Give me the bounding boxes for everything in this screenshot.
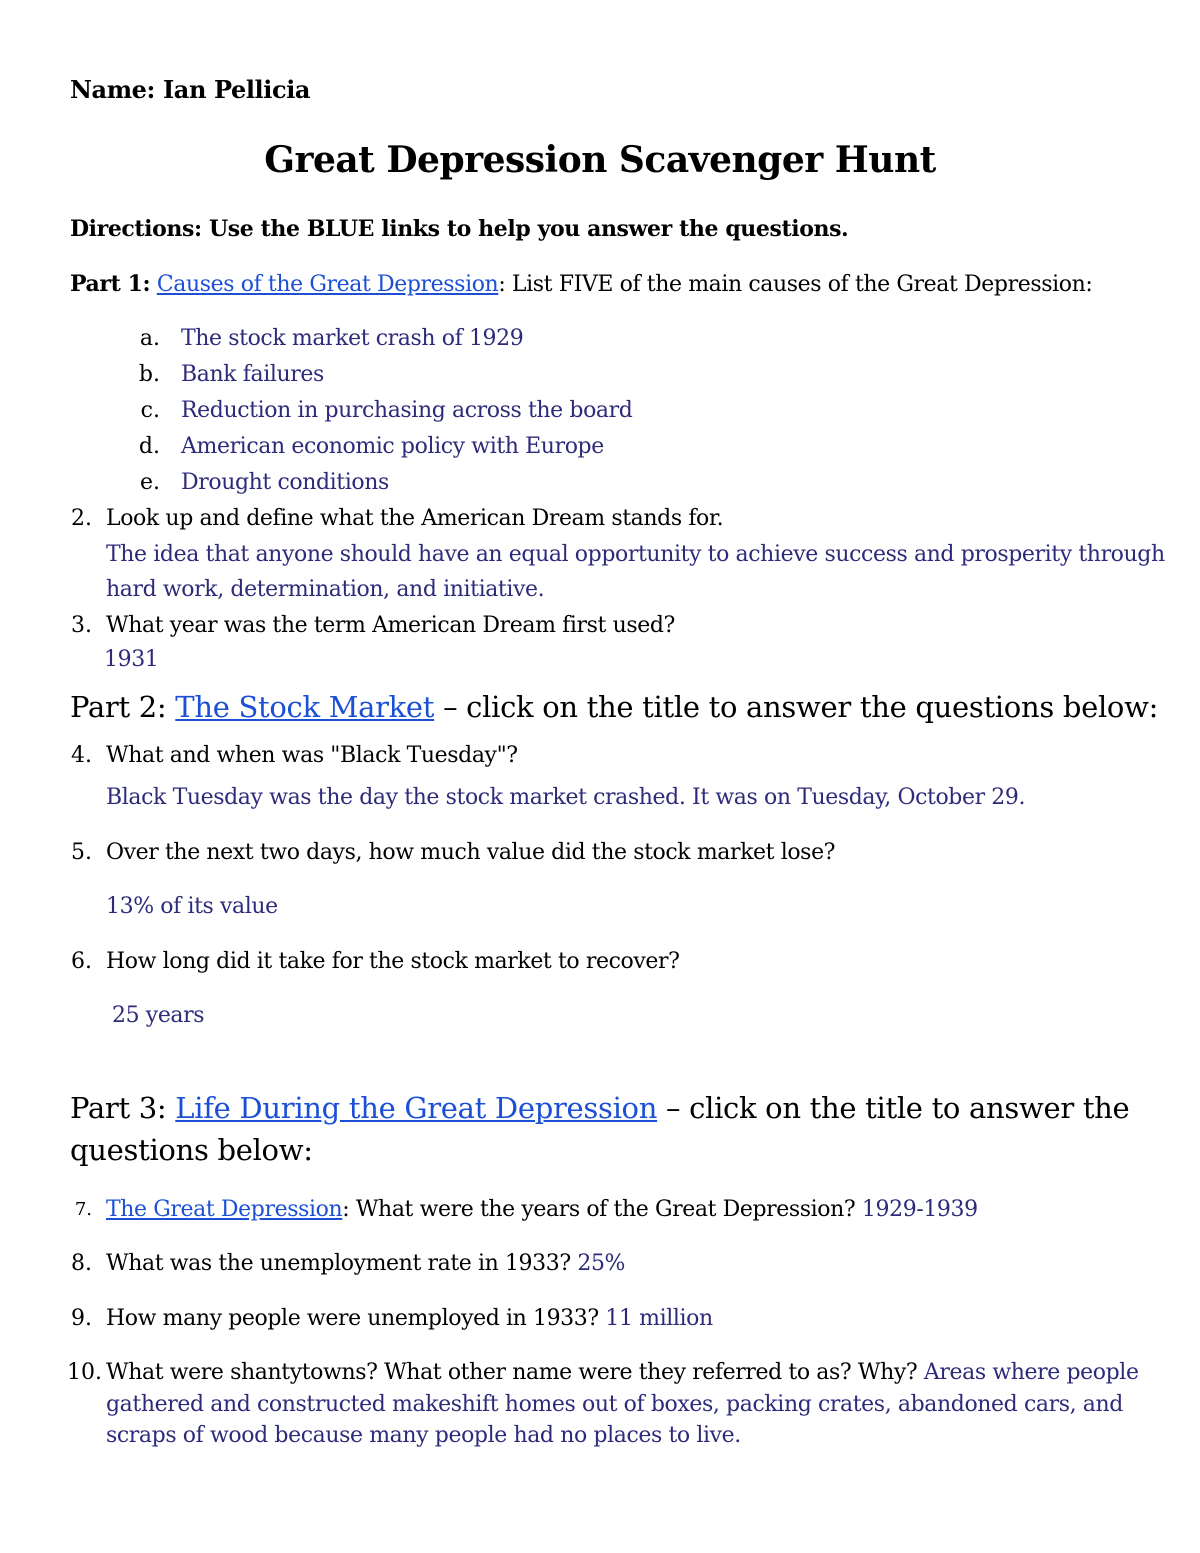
question-7-line [106, 1195, 978, 1225]
question-number: 8. [71, 1251, 92, 1276]
question-number: 3. [71, 613, 92, 638]
part3-heading [70, 1088, 1129, 1128]
list-letter: d. [138, 434, 160, 459]
directions: Directions: Use the BLUE links to help you answer the questions. [70, 216, 849, 242]
question-7: : What were the years of the Great Depression? [342, 1197, 856, 1222]
question-8-line [106, 1249, 625, 1279]
list-item: The stock market crash of 1929 [181, 326, 524, 351]
answer-7: 1929-1939 [861, 1197, 978, 1222]
part3-prefix: Part 3: [70, 1091, 167, 1125]
question-10-line [106, 1358, 1139, 1388]
question-number: 10. [67, 1360, 102, 1385]
link-the-great-depression[interactable]: The Great Depression [106, 1197, 343, 1222]
student-name: Ian Pellicia [162, 75, 311, 104]
answer-5: 13% of its value [106, 894, 278, 919]
list-letter: c. [140, 398, 160, 423]
question-2: Look up and define what the American Dream stands for. [106, 506, 724, 531]
answer-9: 11 million [605, 1306, 713, 1331]
question-10: What were shantytowns? What other name were they referred to as? Why? [106, 1360, 918, 1385]
answer-2-line2: hard work, determination, and initiative. [106, 577, 545, 602]
part3-suffix: – click on the title to answer the [666, 1091, 1130, 1125]
part2-prefix: Part 2: [70, 690, 167, 724]
link-life-during-great-depression[interactable]: Life During the Great Depression [175, 1091, 658, 1125]
answer-10-line2: gathered and constructed makeshift homes out of boxes, packing crates, abandoned cars, and [106, 1392, 1123, 1417]
link-causes-of-great-depression[interactable]: Causes of the Great Depression [156, 272, 499, 297]
question-number: 9. [71, 1306, 92, 1331]
part2-suffix: – click on the title to answer the questions below: [443, 690, 1159, 724]
list-item: Drought conditions [181, 470, 389, 495]
list-item: Bank failures [181, 362, 324, 387]
list-letter: b. [138, 362, 160, 387]
student-name-line [70, 75, 310, 105]
answer-3: 1931 [104, 647, 159, 672]
question-number: 5. [71, 840, 92, 865]
question-number: 2. [71, 506, 92, 531]
answer-2-line1: The idea that anyone should have an equal opportunity to achieve success and prosperity through [106, 542, 1165, 567]
question-5: Over the next two days, how much value did the stock market lose? [106, 840, 836, 865]
part1-heading [70, 269, 1092, 300]
answer-8: 25% [577, 1251, 626, 1276]
question-3: What year was the term American Dream first used? [106, 613, 675, 638]
part1-prompt: : List FIVE of the main causes of the Great Depression: [498, 272, 1093, 297]
name-label: Name: [70, 75, 156, 104]
question-number: 6. [71, 949, 92, 974]
list-letter: e. [139, 470, 160, 495]
part2-heading [70, 687, 1158, 727]
part3-heading-line2: questions below: [70, 1133, 313, 1167]
list-item: Reduction in purchasing across the board [181, 398, 633, 423]
answer-6: 25 years [112, 1003, 205, 1028]
answer-4: Black Tuesday was the day the stock market crashed. It was on Tuesday, October 29. [106, 785, 1026, 810]
list-letter: a. [139, 326, 160, 351]
page-title: Great Depression Scavenger Hunt [264, 139, 936, 181]
question-8: What was the unemployment rate in 1933? [106, 1251, 571, 1276]
link-the-stock-market[interactable]: The Stock Market [175, 690, 435, 724]
question-number: 7. [74, 1199, 92, 1220]
question-6: How long did it take for the stock market to recover? [106, 949, 680, 974]
answer-10-line1: Areas where people [923, 1360, 1139, 1385]
part1-prefix: Part 1: [70, 271, 151, 297]
question-4: What and when was "Black Tuesday"? [106, 743, 518, 768]
question-9-line [106, 1304, 713, 1334]
question-9: How many people were unemployed in 1933? [106, 1306, 599, 1331]
question-number: 4. [71, 743, 92, 768]
list-item: American economic policy with Europe [181, 434, 604, 459]
answer-10-line3: scraps of wood because many people had no places to live. [106, 1423, 741, 1448]
